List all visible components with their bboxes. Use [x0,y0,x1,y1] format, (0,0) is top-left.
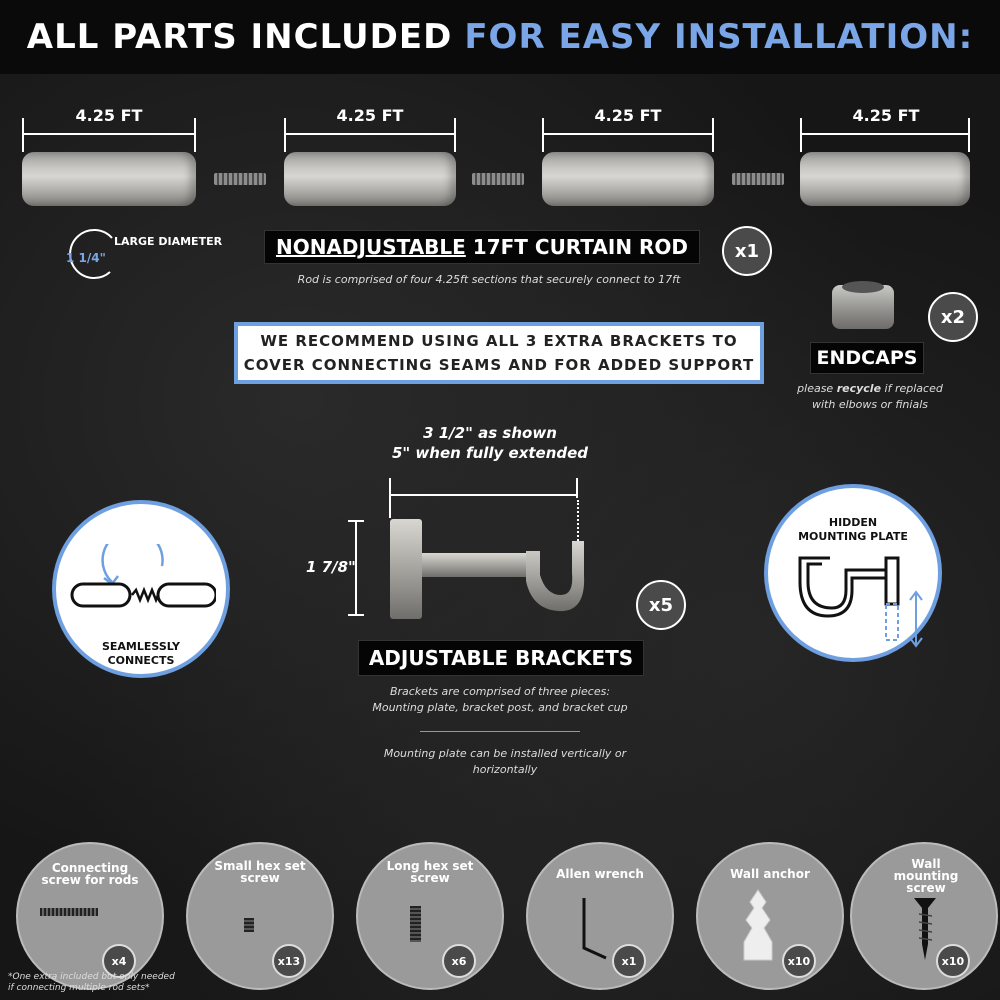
part-allen-wrench [526,842,674,990]
header-title-blue: FOR EASY INSTALLATION: [464,17,974,57]
recommend-line2: COVER CONNECTING SEAMS AND FOR ADDED SUPPORT [243,356,755,374]
hidden-plate-line2: MOUNTING PLATE [798,530,908,543]
endcap-image [832,285,894,329]
hidden-plate-diagram [782,550,932,650]
part-qty: x10 [782,944,816,978]
rod-connector [472,173,524,185]
rod-section [284,152,456,206]
allen-wrench-icon [576,896,616,962]
bracket-dim-line1: 3 1/2" as shown [423,424,557,442]
part-label: Wall anchor [730,867,810,881]
dim-tick [194,118,196,152]
dim-tick [348,614,364,616]
brackets-qty-badge: x5 [636,580,686,630]
part-label: Long hex set screw [386,859,474,885]
part-long-hex-screw [356,842,504,990]
part-qty: x6 [442,944,476,978]
part-small-hex-screw [186,842,334,990]
endcaps-title: ENDCAPS [810,342,924,374]
part-label: Wall mounting screw [893,857,959,895]
header-title-white: ALL PARTS INCLUDED [26,17,453,57]
seamless-connects-circle [52,500,230,678]
diameter-value: 1 1/4" [66,251,106,265]
dim-tick [542,118,544,152]
small-screw-icon [244,918,254,932]
part-qty: x10 [936,944,970,978]
bracket-dimensions [360,423,620,463]
footnote-line2: if connecting multiple rod sets* [8,983,150,993]
dim-tick [968,118,970,152]
endcaps-caption-post: if replaced [881,382,943,395]
rod-connector [214,173,266,185]
endcaps-qty-badge: x2 [928,292,978,342]
brackets-caption [340,684,660,716]
dim-tick [284,118,286,152]
hidden-plate-line1: HIDDEN [828,516,878,529]
dim-tick [454,118,456,152]
part-label: Connecting screw for rods [41,861,139,887]
page-header [0,0,1000,74]
rod-title-rest: 17FT CURTAIN ROD [465,235,689,259]
rod-title-underlined: NONADJUSTABLE [275,235,466,259]
footnote-line1: *One extra included but only needed [8,972,175,982]
seamless-line2: CONNECTS [107,654,175,667]
dim-tick [712,118,714,152]
dim-line [22,133,196,135]
dim-tick [22,118,24,152]
part-qty: x13 [272,944,306,978]
rod-length-label: 4.25 FT [594,106,662,125]
hidden-plate-circle [764,484,942,662]
rod-length-label: 4.25 FT [75,106,143,125]
part-connecting-screw [16,842,164,990]
endcap-top [842,281,884,293]
endcaps-caption-bold: recycle [836,382,882,395]
rod-connect-icon [66,544,216,624]
endcaps-caption-pre: please [797,382,837,395]
part-qty: x1 [612,944,646,978]
dim-line [284,133,456,135]
rod-length-label: 4.25 FT [852,106,920,125]
part-wall-mounting-screw [850,842,998,990]
dim-line [389,494,578,496]
endcaps-caption [780,381,960,413]
caption-divider [420,731,580,732]
dim-tick [348,520,364,522]
seamless-label [56,640,226,668]
brackets-title: ADJUSTABLE BRACKETS [358,640,644,676]
mounting-caption-line1: Mounting plate can be installed vertically or [383,747,627,760]
screw-icon [40,908,98,916]
dim-line [800,133,970,135]
footnote [8,972,175,994]
endcaps-caption-line2: with elbows or finials [811,398,928,411]
part-wall-anchor [696,842,844,990]
rod-length-label: 4.25 FT [336,106,404,125]
rod-section [22,152,196,206]
mounting-caption-line2: horizontally [472,763,538,776]
bracket-image [386,515,596,625]
rod-section [542,152,714,206]
bracket-dim-line2: 5" when fully extended [391,444,589,462]
recommend-box [234,322,764,384]
long-screw-icon [410,906,421,942]
mounting-caption [370,746,640,778]
rod-connector [732,173,784,185]
dim-tick [800,118,802,152]
rod-qty-badge: x1 [722,226,772,276]
rod-title [264,230,700,264]
brackets-caption-line1: Brackets are comprised of three pieces: [389,685,611,698]
part-label: Allen wrench [556,867,644,881]
wall-anchor-icon [738,888,778,964]
part-qty: x4 [102,944,136,978]
recommend-line1: WE RECOMMEND USING ALL 3 EXTRA BRACKETS TO [260,332,738,350]
rod-section [800,152,970,206]
bracket-height: 1 7/8" [306,558,356,576]
diameter-label: LARGE DIAMETER [114,235,223,248]
seamless-line1: SEAMLESSLY [101,640,181,653]
dim-tick [389,478,391,518]
dim-line [542,133,714,135]
brackets-caption-line2: Mounting plate, bracket post, and bracket cup [372,701,628,714]
part-label: Small hex set screw [214,859,306,885]
hidden-plate-label [768,516,938,544]
rod-caption: Rod is comprised of four 4.25ft sections that securely connect to 17ft [297,273,681,286]
